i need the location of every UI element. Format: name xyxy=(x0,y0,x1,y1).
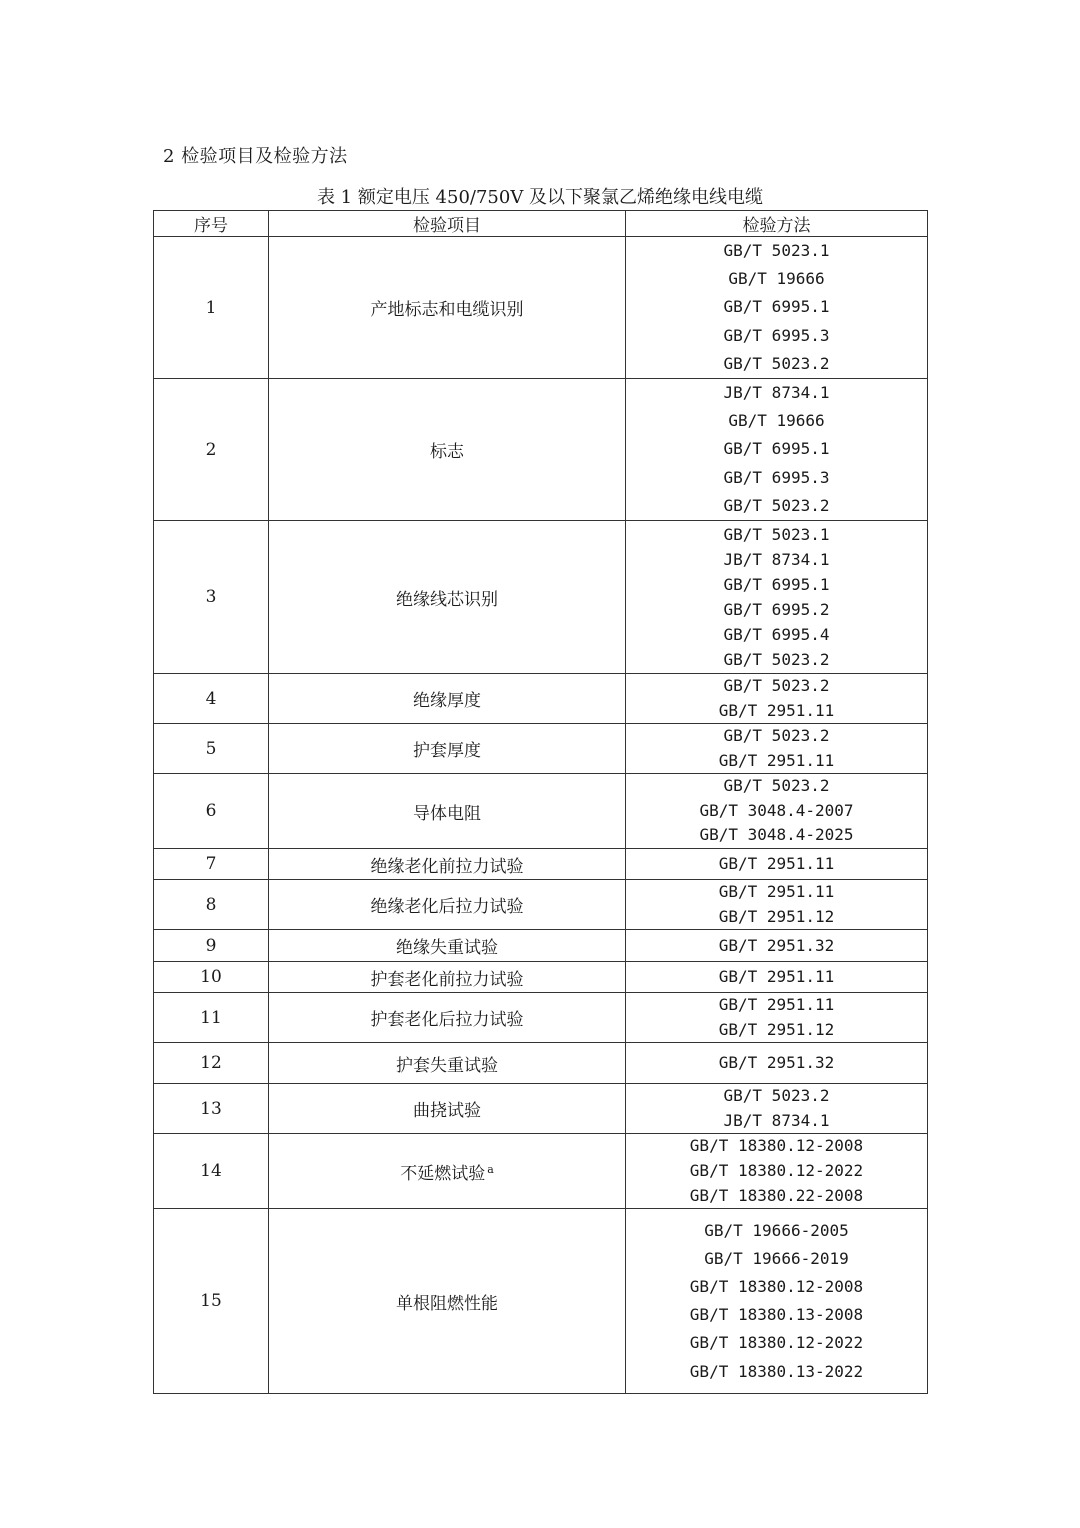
table-row xyxy=(154,674,928,724)
inspection-table xyxy=(153,210,928,1394)
header-number: 序号 xyxy=(154,211,269,237)
method-standard: GB/T 6995.2 xyxy=(723,600,830,620)
method-standard: GB/T 5023.1 xyxy=(723,525,830,545)
row-number: 8 xyxy=(154,880,269,930)
inspection-item xyxy=(269,237,626,379)
section-heading: 2 检验项目及检验方法 xyxy=(163,146,348,167)
inspection-methods xyxy=(626,1134,928,1209)
method-standard: GB/T 5023.2 xyxy=(723,650,830,670)
method-standard: GB/T 2951.11 xyxy=(718,854,835,874)
method-standard: GB/T 2951.11 xyxy=(718,750,835,770)
method-standard: GB/T 2951.11 xyxy=(718,967,835,987)
table-row xyxy=(154,849,928,880)
table-row xyxy=(154,962,928,993)
method-standard: JB/T 8734.1 xyxy=(723,550,830,570)
method-standard: GB/T 6995.1 xyxy=(723,575,830,595)
table-row xyxy=(154,993,928,1043)
inspection-item-label: 护套老化前拉力试验 xyxy=(370,969,524,990)
table-body xyxy=(154,237,928,1394)
row-number: 2 xyxy=(154,379,269,521)
row-number: 9 xyxy=(154,930,269,962)
method-standard: GB/T 18380.12-2022 xyxy=(689,1160,864,1180)
inspection-item xyxy=(269,1134,626,1209)
method-standard: GB/T 18380.22-2008 xyxy=(689,1185,864,1205)
table-row xyxy=(154,880,928,930)
inspection-item xyxy=(269,1084,626,1134)
method-standard: GB/T 18380.12-2022 xyxy=(689,1333,864,1353)
method-standard: GB/T 2951.11 xyxy=(718,700,835,720)
method-standard: GB/T 19666-2005 xyxy=(704,1220,849,1240)
inspection-item-label: 标志 xyxy=(430,442,464,463)
inspection-methods xyxy=(626,379,928,521)
row-number: 15 xyxy=(154,1209,269,1394)
table-row xyxy=(154,774,928,849)
method-standard: JB/T 8734.1 xyxy=(723,383,830,403)
method-standard: GB/T 2951.11 xyxy=(718,882,835,902)
method-standard: GB/T 2951.32 xyxy=(718,935,835,955)
header-method: 检验方法 xyxy=(626,211,928,237)
inspection-methods xyxy=(626,880,928,930)
inspection-methods xyxy=(626,930,928,962)
inspection-item-label: 导体电阻 xyxy=(413,803,481,824)
method-standard: GB/T 5023.2 xyxy=(723,676,830,696)
method-standard: GB/T 3048.4-2007 xyxy=(699,800,854,820)
row-number: 11 xyxy=(154,993,269,1043)
table-row xyxy=(154,1084,928,1134)
method-standard: GB/T 6995.1 xyxy=(723,439,830,459)
row-number: 13 xyxy=(154,1084,269,1134)
row-number: 12 xyxy=(154,1043,269,1084)
inspection-item-label: 绝缘老化前拉力试验 xyxy=(370,856,524,877)
header-item: 检验项目 xyxy=(269,211,626,237)
method-standard: GB/T 2951.12 xyxy=(718,906,835,926)
inspection-methods xyxy=(626,237,928,379)
row-number: 3 xyxy=(154,521,269,674)
method-standard: GB/T 19666-2019 xyxy=(704,1248,849,1268)
table-row xyxy=(154,379,928,521)
method-standard: GB/T 2951.12 xyxy=(718,1019,835,1039)
row-number: 7 xyxy=(154,849,269,880)
method-standard: GB/T 5023.2 xyxy=(723,726,830,746)
inspection-item-label: 绝缘失重试验 xyxy=(396,938,498,959)
row-number: 4 xyxy=(154,674,269,724)
method-standard: GB/T 19666 xyxy=(728,411,825,431)
method-standard: GB/T 6995.1 xyxy=(723,297,830,317)
row-number: 1 xyxy=(154,237,269,379)
inspection-item xyxy=(269,674,626,724)
inspection-item xyxy=(269,849,626,880)
inspection-methods xyxy=(626,1043,928,1084)
inspection-item-label: 绝缘线芯识别 xyxy=(396,589,498,610)
method-standard: GB/T 5023.2 xyxy=(723,353,830,373)
inspection-item-label: 产地标志和电缆识别 xyxy=(370,300,524,320)
footnote-marker: a xyxy=(487,1162,494,1176)
inspection-item xyxy=(269,993,626,1043)
inspection-item xyxy=(269,774,626,849)
row-number: 5 xyxy=(154,724,269,774)
method-standard: GB/T 18380.12-2008 xyxy=(689,1136,864,1156)
inspection-item-label: 护套厚度 xyxy=(413,741,481,762)
method-standard: GB/T 5023.2 xyxy=(723,495,830,515)
method-standard: GB/T 5023.2 xyxy=(723,776,830,796)
inspection-item xyxy=(269,724,626,774)
method-standard: GB/T 5023.1 xyxy=(723,241,830,260)
inspection-methods xyxy=(626,674,928,724)
inspection-methods xyxy=(626,521,928,674)
inspection-methods xyxy=(626,962,928,993)
row-number: 10 xyxy=(154,962,269,993)
row-number: 6 xyxy=(154,774,269,849)
inspection-item-label: 护套失重试验 xyxy=(396,1055,498,1076)
table-row xyxy=(154,521,928,674)
method-standard: GB/T 18380.12-2008 xyxy=(689,1277,864,1297)
inspection-methods xyxy=(626,774,928,849)
method-standard: GB/T 18380.13-2008 xyxy=(689,1305,864,1325)
inspection-item xyxy=(269,930,626,962)
table-row xyxy=(154,1209,928,1394)
method-standard: JB/T 8734.1 xyxy=(723,1110,830,1130)
inspection-item xyxy=(269,880,626,930)
table-row xyxy=(154,724,928,774)
inspection-methods xyxy=(626,1209,928,1394)
inspection-item xyxy=(269,379,626,521)
method-standard: GB/T 3048.4-2025 xyxy=(699,825,854,845)
inspection-item-label: 不延燃试验 xyxy=(400,1163,486,1184)
inspection-item xyxy=(269,1043,626,1084)
inspection-item xyxy=(269,962,626,993)
table-row xyxy=(154,1134,928,1209)
inspection-methods xyxy=(626,1084,928,1134)
inspection-item-label: 绝缘厚度 xyxy=(413,691,481,712)
inspection-item-label: 护套老化后拉力试验 xyxy=(370,1010,524,1031)
method-standard: GB/T 19666 xyxy=(728,269,825,289)
table-row xyxy=(154,1043,928,1084)
inspection-methods xyxy=(626,849,928,880)
method-standard: GB/T 2951.11 xyxy=(718,995,835,1015)
inspection-methods xyxy=(626,993,928,1043)
inspection-item xyxy=(269,1209,626,1394)
inspection-methods xyxy=(626,724,928,774)
inspection-item xyxy=(269,521,626,674)
method-standard: GB/T 6995.3 xyxy=(723,325,830,345)
table-header-row xyxy=(154,211,928,237)
method-standard: GB/T 5023.2 xyxy=(723,1086,830,1106)
inspection-item-label: 单根阻燃性能 xyxy=(396,1293,498,1314)
inspection-item-label: 绝缘老化后拉力试验 xyxy=(370,897,524,918)
row-number: 14 xyxy=(154,1134,269,1209)
table-caption: 表 1 额定电压 450/750V 及以下聚氯乙烯绝缘电线电缆 xyxy=(316,187,764,208)
inspection-item-label: 曲挠试验 xyxy=(413,1101,481,1122)
method-standard: GB/T 18380.13-2022 xyxy=(689,1361,864,1381)
table-row xyxy=(154,237,928,379)
method-standard: GB/T 6995.4 xyxy=(723,625,830,645)
table-row xyxy=(154,930,928,962)
method-standard: GB/T 2951.32 xyxy=(718,1053,835,1073)
method-standard: GB/T 6995.3 xyxy=(723,467,830,487)
